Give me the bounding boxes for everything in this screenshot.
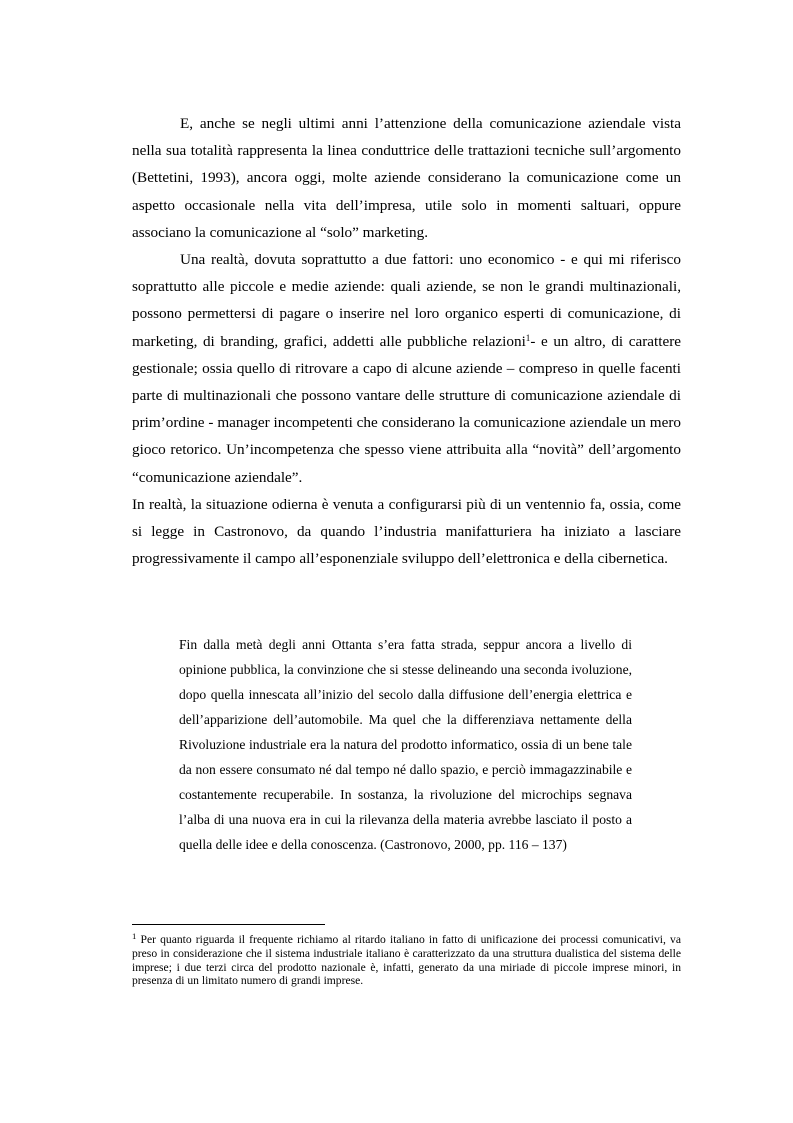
footnote-reference: 1 [525, 332, 531, 343]
footnote-text: Per quanto riguarda il frequente richiamo al ritardo italiano in fatto di unificazione dei processi comunicativi, va preso in considerazione che il sistema industriale italiano è caratterizzato da una struttura dualistica del sistema delle imprese; i due terzi circa del prodotto nazionale è, infatti, generato da una miriade di piccole imprese minori, in presenza di un limitato numero di grandi imprese. [132, 933, 681, 988]
block-quote: Fin dalla metà degli anni Ottanta s’era fatta strada, seppur ancora a livello di opinione pubblica, la convinzione che si stesse delineando una seconda ivoluzione, dopo quella innescata all’inizio del secolo dalla diffusione dell’energia elettrica e dell’apparizione dell’automobile. Ma quel che la differenziava nettamente della Rivoluzione industriale era la natura del prodotto informatico, ossia di un bene tale da non essere consumato né dal tempo né dallo spazio, e perciò immagazzinabile e costantemente recuperabile. In sostanza, la rivoluzione del microchips segnava l’alba di una nuova era in cui la rilevanza della materia avrebbe lasciato il posto a quella delle idee e della conoscenza. (Castronovo, 2000, pp. 116 – 137) [179, 637, 632, 852]
paragraph-2 [132, 246, 681, 491]
footnote [132, 933, 681, 988]
paragraph-3: In realtà, la situazione odierna è venuta a configurarsi più di un ventennio fa, ossia, come si legge in Castronovo, da quando l’industria manifatturiera ha iniziato a lasciare progressivamente il campo all’esponenziale sviluppo dell’elettronica e della cibernetica. [132, 495, 681, 568]
paragraph-1: E, anche se negli ultimi anni l’attenzione della comunicazione aziendale vista nella sua totalità rappresenta la linea conduttrice delle trattazioni tecniche sull’argomento (Bettetini, 1993), ancora oggi, molte aziende considerano la comunicazione come un aspetto occasionale nella vita dell’impresa, utile solo in momenti saltuari, oppure associano la comunicazione al “solo” marketing. [132, 115, 681, 241]
body-text [132, 110, 681, 572]
paragraph-2-text-b: - e un altro, di carattere gestionale; ossia quello di ritrovare a capo di alcune aziende – compreso in quelle facenti parte di multinazionali che possono vantare delle strutture di comunicazione aziendale di prim’ordine - manager incompetenti che considerano la comunicazione aziendale un mero gioco retorico. Un’incompetenza che spesso viene attribuita alla “novità” dell’argomento “comunicazione aziendale”. [132, 332, 681, 486]
paragraph-2-text-a: Una realtà, dovuta soprattutto a due fattori: uno economico - e qui mi riferisco soprattutto alle piccole e medie aziende: quali aziende, se non le grandi multinazionali, possono permettersi di pagare o inserire nel loro organico esperti di comunicazione, di marketing, di branding, grafici, addetti alle pubbliche relazioni [132, 251, 681, 350]
footnote-number: 1 [132, 931, 137, 942]
footnote-separator [132, 924, 325, 925]
